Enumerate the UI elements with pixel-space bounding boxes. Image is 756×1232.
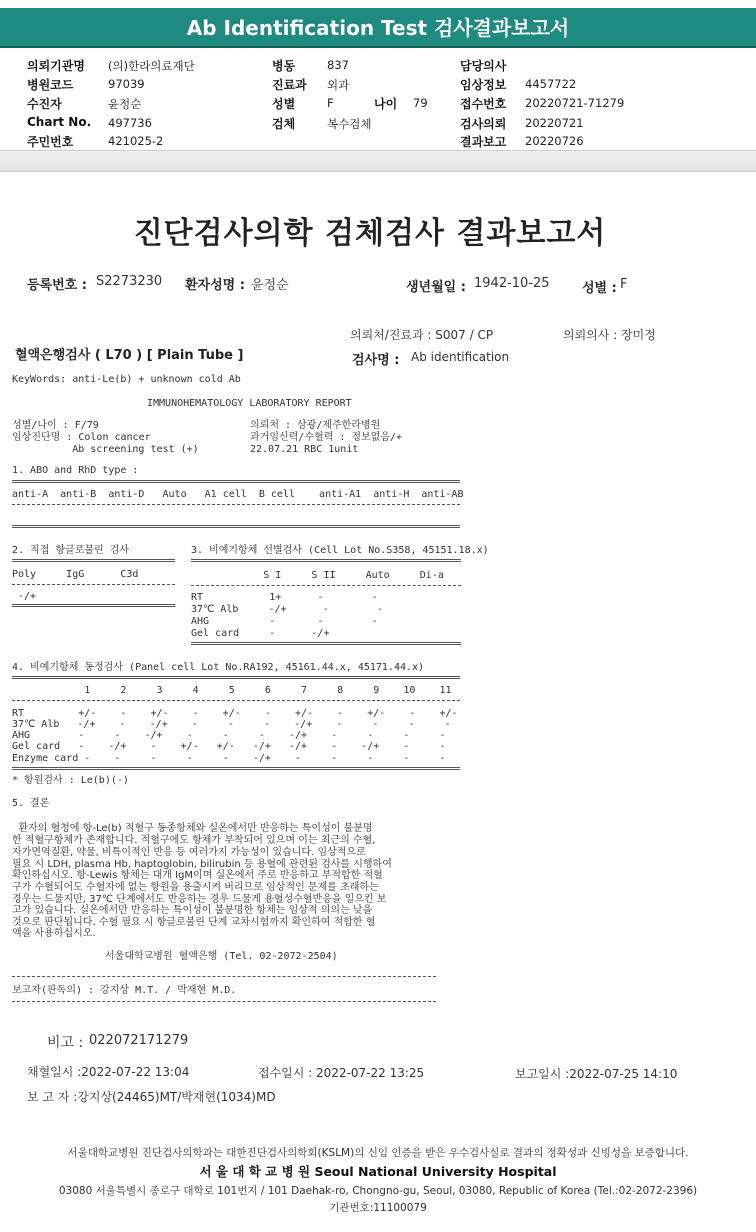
note-value: 022072171279	[89, 1033, 189, 1048]
dept-label: 진료과	[272, 78, 307, 92]
ward-label: 병동	[272, 59, 296, 73]
conclusion-line: 한 적혈구항체가 존재합니다. 적혈구에도 항체가 부착되어 있으며 이는 최근의 수혈,	[12, 835, 376, 846]
panel-row: AHG - - -/+ - - - -/+ - - - -	[12, 730, 446, 741]
hospital-name: 서 울 대 학 교 병 원 Seoul National University Hospital	[199, 1164, 557, 1179]
hospital-label: 의뢰기관명	[27, 59, 85, 73]
org-number: 기관번호:11100079	[329, 1202, 427, 1214]
divider	[12, 525, 460, 528]
info-history: 과거임신력/수혈력 : 정보없음/+	[250, 432, 403, 443]
screening-header: S I S II Auto Di-a	[191, 570, 444, 581]
report-title: 진단검사의학 검체검사 결과보고서	[133, 216, 607, 251]
dept-value: 외과	[327, 78, 350, 92]
panel-row: Gel card - -/+ - +/- +/- -/+ -/+ - -/+ - -	[12, 741, 446, 752]
panel-row: Enzyme card - - - - - -/+ - - - - -	[12, 753, 446, 764]
divider	[12, 584, 175, 585]
info-diagnosis: 임상진단명 : Colon cancer	[12, 432, 151, 443]
age-label: 나이	[374, 97, 398, 111]
conclusion-line: 필요 시 LDH, plasma Hb, haptoglobin, bilirubin 등 용혈에 관련된 검사를 시행하여	[12, 859, 392, 870]
conclusion-line: 자가면역질환, 약물, 비특이적인 반응 등 여러가지 가능성이 있습니다. 임상적으로	[12, 847, 366, 858]
divider	[12, 559, 175, 562]
hospcode-value: 97039	[108, 77, 145, 91]
rrn-value: 421025-2	[108, 134, 164, 148]
screening-row: 37℃ Alb -/+ - -	[191, 604, 383, 615]
rrn-label: 주민번호	[27, 135, 74, 149]
dat-section-title: 2. 직접 항글로불린 검사	[12, 545, 130, 556]
test-name-label: 검사명 :	[352, 353, 400, 368]
chart-label: Chart No.	[27, 115, 92, 129]
reporter-footer: 보 고 자 :강지상(24465)MT/박재현(1034)MD	[27, 1090, 276, 1104]
dob-label: 생년월일 :	[406, 280, 466, 295]
info-transfusion: 22.07.21 RBC 1unit	[250, 444, 359, 455]
conclusion-line: 확인하십시오. 항-Lewis 항체는 대개 IgM이며 실온에서 주로 반응하고 부적합한 적혈	[12, 870, 383, 881]
report-date-value: 20220726	[525, 134, 584, 148]
conclusion-line: 환자의 혈청에 항-Le(b) 적혈구 동종항체와 실온에서만 반응하는 특이성이 불분명	[12, 823, 373, 834]
reg-value: S2273230	[96, 274, 163, 289]
divider	[12, 676, 460, 679]
request-label: 검사의뢰	[460, 117, 507, 131]
rsex-value: F	[620, 277, 628, 292]
rsex-label: 성별 :	[582, 281, 617, 296]
reg-label: 등록번호 :	[27, 278, 87, 293]
sex-label: 성별	[272, 97, 296, 111]
conclusion-line: 구가 수혈되어도 수혈자에 없는 항원을 용출시켜 버리므로 임상적인 문제를 초래하는	[12, 882, 379, 893]
clinical-label: 임상정보	[460, 78, 507, 92]
receipt-label: 접수번호	[460, 97, 507, 111]
antigen-test: * 항원검사 : Le(b)(-)	[12, 775, 129, 786]
screening-section-title: 3. 비예기항체 선별검사 (Cell Lot No.S358, 45151.18.x)	[191, 545, 489, 556]
hospital-value: (의)한라의료재단	[108, 59, 195, 73]
clinical-value: 4457722	[525, 77, 577, 91]
note-label: 비고 :	[47, 1035, 84, 1051]
dob-value: 1942-10-25	[474, 276, 550, 291]
abo-header: anti-A anti-B anti-D Auto A1 cell B cell anti-A1 anti-H anti-AB	[12, 489, 464, 500]
conclusion-line: 것으로 판단됩니다. 수혈 필요 시 항글로불린 단계 교차시험까지 확인하여 적합한 혈	[12, 917, 376, 928]
divider	[12, 604, 175, 607]
reported-datetime: 보고일시 :2022-07-25 14:10	[515, 1067, 678, 1081]
received-datetime: 접수일시 : 2022-07-22 13:25	[258, 1066, 425, 1080]
panel-row: RT +/- - +/- - +/- - +/- - +/- - +/-	[12, 708, 458, 719]
abo-section-title: 1. ABO and RhD type :	[12, 465, 139, 476]
hospcode-label: 병원코드	[27, 78, 74, 92]
doctor-line: 의뢰의사 : 장미정	[563, 328, 656, 342]
divider	[12, 767, 460, 770]
panel-section-title: 4. 비예기항체 동정검사 (Panel cell Lot No.RA192, 45161.44.x, 45171.44.x)	[12, 662, 425, 673]
divider	[191, 559, 461, 562]
divider	[12, 504, 460, 505]
info-sex-age: 성별/나이 : F/79	[12, 420, 99, 431]
report-date-label: 결과보고	[460, 135, 507, 149]
keywords: KeyWords: anti-Le(b) + unknown cold Ab	[12, 374, 241, 385]
info-requester: 의뢰처 : 삼광/제주한라병원	[250, 420, 381, 431]
name-label: 환자성명 :	[185, 278, 245, 293]
receipt-value: 20220721-71279	[525, 96, 625, 110]
panel-row: 37℃ Alb -/+ - -/+ - - - -/+ - - - -	[12, 719, 451, 730]
section-title: 혈액은행검사 ( L70 ) [ Plain Tube ]	[15, 348, 244, 363]
conclusion-line: 고가 있습니다. 실온에서만 반응하는 특이성이 불분명한 항체는 임상적 의의는 낮을	[12, 905, 373, 916]
divider	[12, 480, 460, 483]
dat-header: Poly IgG C3d	[12, 569, 139, 580]
patient-label: 수진자	[27, 97, 62, 111]
ward-value: 837	[327, 58, 349, 72]
conclusion-line: 경우는 드물지만, 37℃ 단계에서도 반응하는 경우 드물게 용혈성수혈반응을 일으킨 보	[12, 894, 387, 905]
banner-title: Ab Identification Test 검사결과보고서	[186, 16, 570, 40]
divider	[12, 700, 460, 701]
blood-bank-contact: 서울대학교병원 혈액은행 (Tel. 02-2072-2504)	[105, 951, 338, 962]
divider	[12, 976, 436, 977]
certification-text: 서울대학교병원 진단검사의학과는 대한진단검사의학회(KSLM)의 신임 인증을 받은 우수검사실로 결과의 정확성과 신빙성을 보증합니다.	[67, 1147, 689, 1159]
collected-datetime: 채혈일시 :2022-07-22 13:04	[27, 1065, 190, 1079]
divider	[191, 642, 461, 645]
name-value: 윤정순	[251, 278, 289, 293]
conclusion-line: 액을 사용하십시오.	[12, 928, 96, 939]
panel-header: 1 2 3 4 5 6 7 8 9 10 11	[12, 685, 452, 696]
request-value: 20220721	[525, 116, 584, 130]
divider	[191, 585, 461, 586]
screening-row: Gel card - -/+	[191, 628, 330, 639]
hospital-address: 03080 서울특별시 종로구 대학로 101번지 / 101 Daehak-ro, Chongno-gu, Seoul, 03080, Republic of Korea (Tel.:02-2072-2396)	[58, 1185, 698, 1197]
age-value: 79	[413, 96, 428, 110]
page-separator	[0, 150, 756, 172]
conclusion-title: 5. 결론	[12, 798, 50, 809]
reporter-line: 보고자(판독의) : 강지상 M.T. / 박재현 M.D.	[12, 985, 237, 996]
screening-row: RT 1+ - -	[191, 592, 378, 603]
test-name-value: Ab identification	[411, 350, 510, 364]
dept-line: 의뢰처/진료과 : S007 / CP	[350, 328, 494, 342]
lab-report-title: IMMUNOHEMATOLOGY LABORATORY REPORT	[147, 398, 352, 409]
chart-value: 497736	[108, 116, 152, 130]
divider	[12, 1001, 436, 1002]
specimen-value: 복수검체	[327, 117, 372, 131]
specimen-label: 검체	[272, 117, 296, 131]
info-screening: Ab screening test (+)	[12, 444, 199, 455]
sex-value: F	[327, 96, 334, 110]
patient-value: 윤정순	[108, 97, 142, 111]
screening-row: AHG - - -	[191, 616, 378, 627]
doctor-label: 담당의사	[460, 59, 507, 73]
dat-result: -/+	[12, 591, 37, 602]
